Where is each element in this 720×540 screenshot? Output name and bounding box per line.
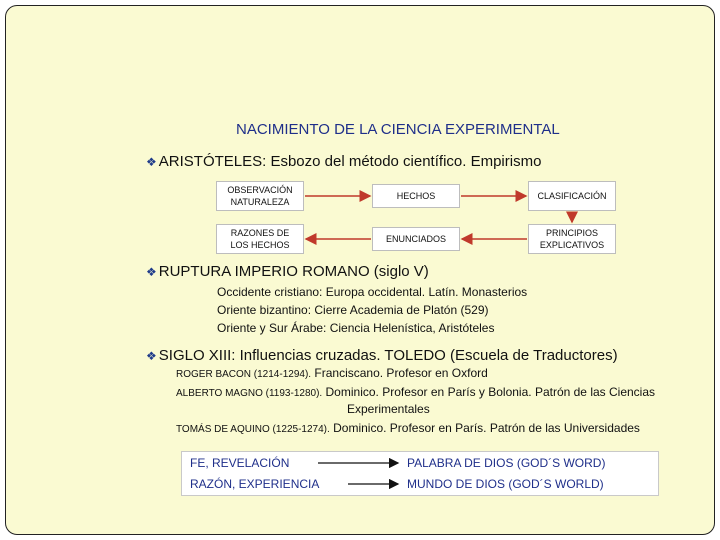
text-line: Occidente cristiano: Europa occidental. Latín. Monasterios <box>217 285 528 299</box>
frame-row2-left: RAZÓN, EXPERIENCIA <box>190 477 320 491</box>
section-heading-text: SIGLO XIII: Influencias cruzadas. TOLEDO (Escuela de Traductores) <box>158 347 618 364</box>
box-line: ENUNCIADOS <box>385 234 446 244</box>
text-line: Oriente y Sur Árabe: Ciencia Helenística, Aristóteles <box>217 321 495 335</box>
person-desc-continued: Experimentales <box>347 402 430 416</box>
person-desc: Franciscano. Profesor en Oxford <box>314 366 488 380</box>
frame-row1-left: FE, REVELACIÓN <box>190 456 290 470</box>
box-line: LOS HECHOS <box>230 240 290 250</box>
diamond-bullet-icon: ❖ <box>146 349 157 363</box>
person-desc: Dominico. Profesor en París. Patrón de las Universidades <box>333 421 640 435</box>
person-name: ALBERTO MAGNO (1193-1280). <box>176 388 323 399</box>
section-heading-text: ARISTÓTELES: Esbozo del método científico. Empirismo <box>158 153 542 170</box>
person-name: ROGER BACON (1214-1294). <box>176 369 312 380</box>
page-title: NACIMIENTO DE LA CIENCIA EXPERIMENTAL <box>236 121 560 138</box>
box-line: CLASIFICACIÓN <box>537 191 607 201</box>
person-desc: Dominico. Profesor en París y Bolonia. Patrón de las Ciencias <box>325 385 656 399</box>
section-heading-text: RUPTURA IMPERIO ROMANO (siglo V) <box>158 263 429 280</box>
person-name: TOMÁS DE AQUINO (1225-1274). <box>176 424 330 435</box>
box-line: HECHOS <box>396 191 436 201</box>
diamond-bullet-icon: ❖ <box>146 155 157 169</box>
frame-row2-right: MUNDO DE DIOS (GOD´S WORLD) <box>407 477 604 491</box>
box-line: RAZONES DE <box>230 228 290 238</box>
box-line: OBSERVACIÓN <box>227 185 293 195</box>
text-line: Oriente bizantino: Cierre Academia de Platón (529) <box>217 303 489 317</box>
box-line: PRINCIPIOS <box>545 228 598 238</box>
box-line: EXPLICATIVOS <box>539 240 605 250</box>
frame-row1-right: PALABRA DE DIOS (GOD´S WORD) <box>407 456 606 470</box>
diamond-bullet-icon: ❖ <box>146 265 157 279</box>
box-line: NATURALEZA <box>230 197 290 207</box>
